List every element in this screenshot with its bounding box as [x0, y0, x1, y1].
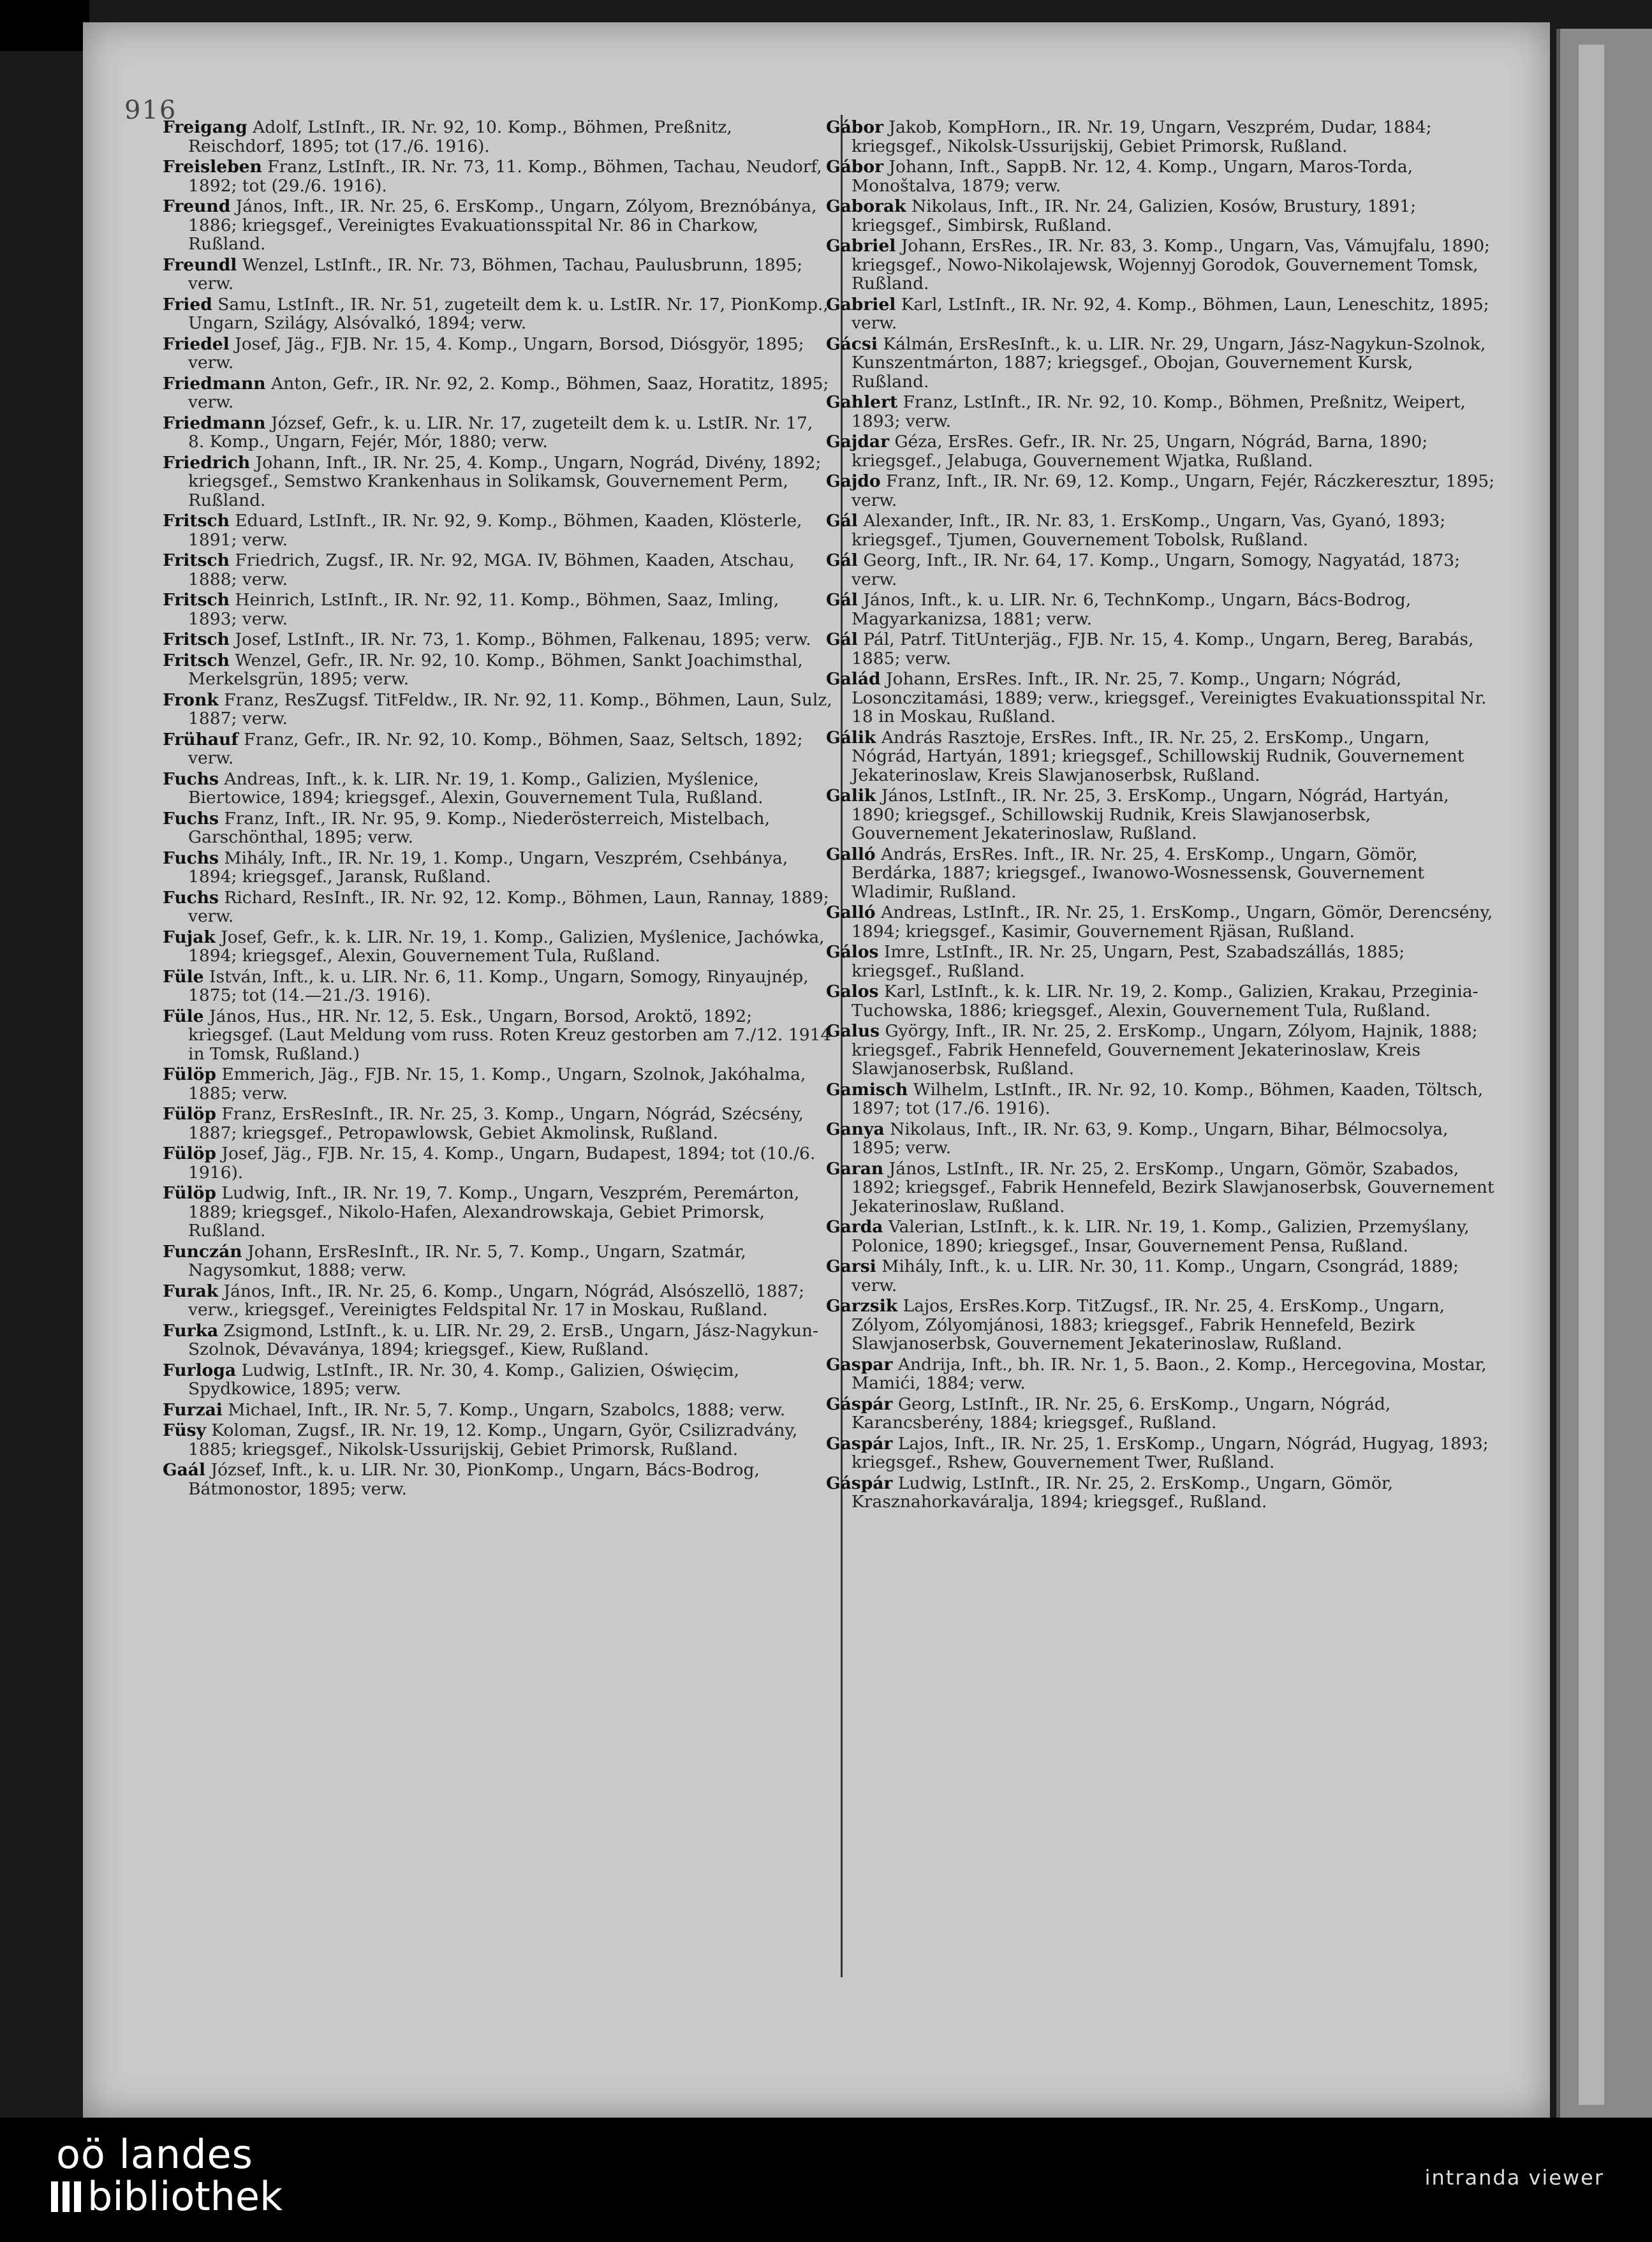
register-entry	[826, 982, 1496, 1020]
entry-surname: Frühauf	[163, 729, 239, 749]
register-entry	[163, 1007, 832, 1064]
left-column	[163, 118, 832, 1500]
entry-details: József, Gefr., k. u. LIR. Nr. 17, zugeteilt dem k. u. LstIR. Nr. 17, 8. Komp., Ungarn, Fejér, Mór, 1880; verw.	[188, 413, 813, 452]
entry-details: Franz, ResZugsf. TitFeldw., IR. Nr. 92, 11. Komp., Böhmen, Laun, Sulz, 1887; verw.	[188, 690, 832, 728]
register-entry	[163, 374, 832, 412]
entry-details: Josef, Gefr., k. k. LIR. Nr. 19, 1. Komp., Galizien, Myślenice, Jachówka, 1894; kriegsgef., Alexin, Gouvernement Tula, Rußland.	[188, 927, 825, 966]
entry-surname: Garzsik	[826, 1296, 898, 1316]
entry-surname: Fried	[163, 294, 212, 314]
entry-surname: Furloga	[163, 1360, 237, 1380]
entry-surname: Füle	[163, 1006, 204, 1026]
entry-details: Andrija, Inft., bh. IR. Nr. 1, 5. Baon., 2. Komp., Hercegovina, Mostar, Mamići, 1884; verw.	[852, 1354, 1487, 1393]
entry-surname: Galád	[826, 669, 881, 689]
entry-details: Valerian, LstInft., k. k. LIR. Nr. 19, 1. Komp., Galizien, Przemyślany, Polonice, 1890; kriegsgef., Insar, Gouvernement Pensa, Rußland.	[852, 1217, 1470, 1256]
entry-details: Josef, Jäg., FJB. Nr. 15, 4. Komp., Ungarn, Borsod, Diósgyör, 1895; verw.	[188, 334, 804, 372]
entry-surname: Friedel	[163, 334, 230, 354]
right-column	[826, 118, 1496, 1514]
register-entry	[163, 1322, 832, 1359]
entry-surname: Ganya	[826, 1119, 885, 1139]
register-entry	[163, 551, 832, 589]
entry-details: Johann, Inft., IR. Nr. 25, 4. Komp., Ungarn, Nográd, Divény, 1892; kriegsgef., Semstwo Krankenhaus in Solikamsk, Gouvernement Perm, Rußland.	[188, 452, 822, 510]
register-entry	[826, 1395, 1496, 1433]
entry-surname: Gáspár	[826, 1394, 893, 1414]
entry-details: Jakob, KompHorn., IR. Nr. 19, Ungarn, Veszprém, Dudar, 1884; kriegsgef., Nikolsk-Ussurijskij, Gebiet Primorsk, Rußland.	[852, 117, 1432, 156]
entry-surname: Gamisch	[826, 1079, 908, 1100]
entry-details: József, Inft., k. u. LIR. Nr. 30, PionKomp., Ungarn, Bács-Bodrog, Bátmonostor, 1895; verw.	[188, 1460, 760, 1499]
register-entry	[163, 1461, 832, 1498]
register-entry	[826, 1297, 1496, 1353]
entry-details: Johann, ErsRes., IR. Nr. 83, 3. Komp., Ungarn, Vas, Vámujfalu, 1890; kriegsgef., Nowo-Nikolajewsk, Wojennyj Gorodok, Gouvernement Tomsk, Rußland.	[852, 236, 1490, 293]
entry-details: Andreas, LstInft., IR. Nr. 25, 1. ErsKomp., Ungarn, Gömör, Derencsény, 1894; kriegsgef., Kasimir, Gouvernement Rjäsan, Rußland.	[852, 903, 1493, 941]
register-entry	[163, 809, 832, 847]
logo-text-line1: oö landes	[56, 2131, 253, 2178]
entry-surname: Gábor	[826, 157, 883, 177]
register-entry	[826, 295, 1496, 333]
entry-details: Zsigmond, LstInft., k. u. LIR. Nr. 29, 2. ErsB., Ungarn, Jász-Nagykun-Szolnok, Dévaványa, 1894; kriegsgef., Kiew, Rußland.	[188, 1320, 818, 1359]
register-entry	[826, 512, 1496, 549]
entry-details: János, LstInft., IR. Nr. 25, 3. ErsKomp., Ungarn, Nógrád, Hartyán, 1890; kriegsgef., Schillowskij Rudnik, Kreis Slawjanoserbsk, Gouvernement Jekaterinoslaw, Rußland.	[852, 786, 1449, 843]
entry-surname: Freisleben	[163, 157, 262, 177]
register-entry	[163, 1243, 832, 1280]
entry-details: Franz, Gefr., IR. Nr. 92, 10. Komp., Böhmen, Saaz, Seltsch, 1892; verw.	[188, 729, 803, 768]
entry-surname: Gáspár	[826, 1473, 893, 1493]
register-entry	[826, 630, 1496, 668]
entry-details: Mihály, Inft., k. u. LIR. Nr. 30, 11. Komp., Ungarn, Csongrád, 1889; verw.	[852, 1257, 1459, 1295]
entry-surname: Gál	[826, 590, 858, 610]
entry-surname: Fuchs	[163, 808, 219, 829]
entry-details: Georg, LstInft., IR. Nr. 25, 6. ErsKomp., Ungarn, Nógrád, Karancsberény, 1884; kriegsgef., Rußland.	[852, 1394, 1391, 1433]
entry-details: Franz, LstInft., IR. Nr. 73, 11. Komp., Böhmen, Tachau, Neudorf, 1892; tot (29./6. 1916).	[188, 157, 822, 196]
entry-surname: Freundl	[163, 254, 237, 275]
register-entry	[163, 691, 832, 728]
logo-text-line2-wrap	[51, 2173, 283, 2220]
register-entry	[163, 118, 832, 156]
entry-surname: Furak	[163, 1281, 219, 1301]
entry-surname: Füle	[163, 966, 204, 987]
entry-details: Samu, LstInft., IR. Nr. 51, zugeteilt dem k. u. LstIR. Nr. 17, PionKomp., Ungarn, Szilágy, Alsóvalkó, 1894; verw.	[188, 294, 829, 333]
entry-details: Franz, LstInft., IR. Nr. 92, 10. Komp., Böhmen, Preßnitz, Weipert, 1893; verw.	[852, 392, 1466, 431]
register-entry	[163, 512, 832, 549]
register-entry	[163, 1065, 832, 1103]
entry-details: Josef, LstInft., IR. Nr. 73, 1. Komp., Böhmen, Falkenau, 1895; verw.	[235, 630, 811, 649]
entry-surname: Gajdo	[826, 471, 881, 491]
entry-details: Johann, ErsResInft., IR. Nr. 5, 7. Komp., Ungarn, Szatmár, Nagysomkut, 1888; verw.	[188, 1241, 746, 1280]
entry-details: Lajos, ErsRes.Korp. TitZugsf., IR. Nr. 25, 4. ErsKomp., Ungarn, Zólyom, Zólyomjánosi, 1883; kriegsgef., Fabrik Hennefeld, Bezirk Slawjanoserbsk, Gouvernement Jekaterinoslaw, Rußland.	[852, 1296, 1445, 1353]
register-entry	[826, 1160, 1496, 1216]
register-entry	[826, 1355, 1496, 1393]
register-entry	[826, 197, 1496, 235]
entry-surname: Gajdar	[826, 432, 890, 452]
register-entry	[826, 551, 1496, 589]
entry-details: Ludwig, LstInft., IR. Nr. 30, 4. Komp., Galizien, Oświęcim, Spydkowice, 1895; verw.	[188, 1360, 739, 1399]
entry-details: Wenzel, LstInft., IR. Nr. 73, Böhmen, Tachau, Paulusbrunn, 1895; verw.	[188, 254, 803, 293]
register-entry	[826, 1257, 1496, 1295]
entry-surname: Fujak	[163, 927, 216, 947]
logo-text-line2: bibliothek	[87, 2173, 283, 2220]
entry-details: András, ErsRes. Inft., IR. Nr. 25, 4. ErsKomp., Ungarn, Gömör, Berdárka, 1887; kriegsgef., Iwanowo-Wosnessensk, Gouvernement Wladimir, Rußland.	[852, 844, 1425, 902]
entry-surname: Galus	[826, 1021, 880, 1041]
entry-details: Wilhelm, LstInft., IR. Nr. 92, 10. Komp., Böhmen, Kaaden, Töltsch, 1897; tot (17./6. 1916).	[852, 1079, 1484, 1118]
entry-details: Wenzel, Gefr., IR. Nr. 92, 10. Komp., Böhmen, Sankt Joachimsthal, Merkelsgrün, 1895; verw.	[188, 650, 803, 689]
entry-details: János, Inft., IR. Nr. 25, 6. Komp., Ungarn, Nógrád, Alsószellö, 1887; verw., kriegsgef., Vereinigtes Feldspital Nr. 17 in Moskau, Rußland.	[188, 1281, 805, 1320]
register-entry	[826, 1474, 1496, 1512]
entry-surname: Freund	[163, 196, 231, 216]
register-entry	[163, 730, 832, 768]
register-entry	[163, 849, 832, 887]
viewer-brand-label: intranda viewer	[1424, 2165, 1604, 2190]
register-entry	[826, 670, 1496, 726]
entry-surname: Friedmann	[163, 373, 266, 394]
entry-details: Franz, Inft., IR. Nr. 69, 12. Komp., Ungarn, Fejér, Ráczkeresztur, 1895; verw.	[852, 471, 1495, 510]
register-entry	[163, 454, 832, 510]
register-entry	[826, 591, 1496, 628]
entry-surname: Gaál	[163, 1460, 206, 1480]
entry-surname: Gaborak	[826, 196, 906, 216]
entry-details: Ludwig, LstInft., IR. Nr. 25, 2. ErsKomp., Ungarn, Gömör, Krasznahorkaváralja, 1894; kriegsgef., Rußland.	[852, 1473, 1394, 1512]
entry-surname: Gálik	[826, 727, 876, 748]
register-entry	[163, 651, 832, 689]
entry-details: Johann, ErsRes. Inft., IR. Nr. 25, 7. Komp., Ungarn; Nógrád, Losonczitamási, 1889; verw., kriegsgef., Vereinigtes Evakuationsspital Nr. 18 in Moskau, Rußland.	[852, 669, 1487, 726]
entry-details: Johann, Inft., SappB. Nr. 12, 4. Komp., Ungarn, Maros-Torda, Monoštalva, 1879; verw.	[852, 157, 1413, 196]
entry-details: Emmerich, Jäg., FJB. Nr. 15, 1. Komp., Ungarn, Szolnok, Jakóhalma, 1885; verw.	[188, 1065, 806, 1103]
entry-surname: Fritsch	[163, 511, 230, 531]
register-entry	[826, 943, 1496, 980]
entry-surname: Gál	[826, 630, 858, 649]
entry-details: Imre, LstInft., IR. Nr. 25, Ungarn, Pest, Szabadszállás, 1885; kriegsgef., Rußland.	[852, 942, 1405, 981]
register-entry	[826, 786, 1496, 843]
entry-details: Lajos, Inft., IR. Nr. 25, 1. ErsKomp., Ungarn, Nógrád, Hugyag, 1893; kriegsgef., Rshew, Gouvernement Twer, Rußland.	[852, 1433, 1489, 1472]
entry-details: Nikolaus, Inft., IR. Nr. 63, 9. Komp., Ungarn, Bihar, Bélmocsolya, 1895; verw.	[852, 1119, 1449, 1158]
entry-surname: Fuchs	[163, 887, 219, 908]
register-entry	[163, 256, 832, 293]
register-entry	[826, 472, 1496, 510]
entry-surname: Fülöp	[163, 1144, 216, 1163]
entry-surname: Gál	[826, 511, 858, 531]
register-entry	[826, 903, 1496, 941]
entry-surname: Gál	[826, 550, 858, 570]
entry-details: Pál, Patrf. TitUnterjäg., FJB. Nr. 15, 4. Komp., Ungarn, Bereg, Barabás, 1885; verw.	[852, 630, 1474, 668]
register-entry	[163, 1144, 832, 1182]
register-entry	[163, 1184, 832, 1241]
entry-surname: Galló	[826, 844, 876, 864]
entry-details: András Rasztoje, ErsRes. Inft., IR. Nr. 25, 2. ErsKomp., Ungarn, Nógrád, Hartyán, 1891; kriegsgef., Schillowskij Rudnik, Gouvernement Jekaterinoslaw, Kreis Slawjanoserbsk, Rußland.	[852, 727, 1464, 785]
entry-details: Karl, LstInft., IR. Nr. 92, 4. Komp., Böhmen, Laun, Leneschitz, 1895; verw.	[852, 294, 1489, 333]
entry-details: Michael, Inft., IR. Nr. 5, 7. Komp., Ungarn, Szabolcs, 1888; verw.	[228, 1399, 786, 1420]
entry-details: István, Inft., k. u. LIR. Nr. 6, 11. Komp., Ungarn, Somogy, Rinyaujnép, 1875; tot (14.—21./3. 1916).	[188, 966, 809, 1005]
entry-details: Heinrich, LstInft., IR. Nr. 92, 11. Komp., Böhmen, Saaz, Imling, 1893; verw.	[188, 590, 779, 629]
entry-details: Nikolaus, Inft., IR. Nr. 24, Galizien, Kosów, Brustury, 1891; kriegsgef., Simbirsk, Rußland.	[852, 196, 1417, 235]
entry-details: János, Inft., k. u. LIR. Nr. 6, TechnKomp., Ungarn, Bács-Bodrog, Magyarkanizsa, 1881; verw.	[852, 590, 1412, 629]
entry-details: Georg, Inft., IR. Nr. 64, 17. Komp., Ungarn, Somogy, Nagyatád, 1873; verw.	[852, 550, 1461, 589]
entry-surname: Fülöp	[163, 1065, 216, 1084]
entry-surname: Gabriel	[826, 236, 896, 256]
entry-details: Koloman, Zugsf., IR. Nr. 19, 12. Komp., Ungarn, Györ, Csilizradvány, 1885; kriegsgef., Nikolsk-Ussurijskij, Gebiet Primorsk, Rußland.	[188, 1420, 798, 1459]
entry-surname: Fritsch	[163, 650, 230, 670]
entry-surname: Garsi	[826, 1257, 876, 1276]
register-entry	[163, 770, 832, 808]
register-entry	[826, 118, 1496, 156]
register-entry	[826, 728, 1496, 785]
entry-surname: Gácsi	[826, 334, 878, 354]
entry-details: Ludwig, Inft., IR. Nr. 19, 7. Komp., Ungarn, Veszprém, Peremárton, 1889; kriegsgef., Nikolo-Hafen, Alexandrowskaja, Gebiet Primorsk, Rußland.	[188, 1183, 800, 1241]
entry-surname: Gaspar	[826, 1354, 893, 1375]
entry-surname: Friedmann	[163, 413, 266, 433]
entry-details: Géza, ErsRes. Gefr., IR. Nr. 25, Ungarn, Nógrád, Barna, 1890; kriegsgef., Jelabuga, Gouvernement Wjatka, Rußland.	[852, 432, 1428, 471]
entry-details: Mihály, Inft., IR. Nr. 19, 1. Komp., Ungarn, Veszprém, Csehbánya, 1894; kriegsgef., Jaransk, Rußland.	[188, 848, 788, 887]
entry-surname: Friedrich	[163, 452, 251, 473]
register-entry	[826, 1120, 1496, 1158]
register-entry	[826, 1218, 1496, 1255]
entry-surname: Gaspár	[826, 1433, 893, 1454]
entry-details: János, Hus., HR. Nr. 12, 5. Esk., Ungarn, Borsod, Aroktö, 1892; kriegsgef. (Laut Meldung vom russ. Roten Kreuz gestorben am 7./12. 1914 in Tomsk, Rußland.)	[188, 1006, 832, 1064]
entry-surname: Gábor	[826, 117, 883, 137]
logo-bars-icon	[51, 2181, 81, 2212]
entry-details: Kálmán, ErsResInft., k. u. LIR. Nr. 29, Ungarn, Jász-Nagykun-Szolnok, Kunszentmárton, 1887; kriegsgef., Obojan, Gouvernement Kursk, Rußland.	[852, 334, 1486, 392]
register-entry	[163, 1105, 832, 1142]
entry-surname: Galos	[826, 982, 879, 1001]
register-entry	[163, 591, 832, 628]
register-entry	[826, 845, 1496, 902]
entry-surname: Galik	[826, 786, 876, 806]
entry-surname: Galló	[826, 903, 876, 922]
entry-surname: Fuchs	[163, 769, 219, 789]
register-entry	[163, 197, 832, 254]
register-entry	[163, 295, 832, 333]
entry-details: Franz, Inft., IR. Nr. 95, 9. Komp., Niederösterreich, Mistelbach, Garschönthal, 1895; verw.	[188, 808, 771, 847]
register-entry	[163, 1421, 832, 1459]
entry-surname: Garda	[826, 1217, 883, 1237]
register-entry	[826, 432, 1496, 470]
register-entry	[826, 335, 1496, 392]
entry-surname: Gabriel	[826, 294, 896, 314]
register-entry	[163, 414, 832, 452]
register-entry	[826, 393, 1496, 431]
entry-details: Alexander, Inft., IR. Nr. 83, 1. ErsKomp., Ungarn, Vas, Gyanó, 1893; kriegsgef., Tjumen, Gouvernement Tobolsk, Rußland.	[852, 511, 1446, 550]
entry-details: Franz, ErsResInft., IR. Nr. 25, 3. Komp., Ungarn, Nógrád, Szécsény, 1887; kriegsgef., Petropawlowsk, Gebiet Akmolinsk, Rußland.	[188, 1104, 804, 1143]
register-entry	[163, 1361, 832, 1399]
entry-surname: Gahlert	[826, 392, 898, 412]
entry-details: György, Inft., IR. Nr. 25, 2. ErsKomp., Ungarn, Zólyom, Hajnik, 1888; kriegsgef., Fabrik Hennefeld, Gouvernement Jekaterinoslaw, Kreis Slawjanoserbsk, Rußland.	[852, 1021, 1478, 1079]
register-entry	[163, 158, 832, 195]
register-entry	[826, 237, 1496, 293]
entry-surname: Funczán	[163, 1241, 242, 1262]
entry-surname: Freigang	[163, 117, 247, 137]
scan-corner	[0, 0, 89, 51]
entry-surname: Furzai	[163, 1399, 223, 1420]
register-entry	[163, 889, 832, 926]
entry-surname: Furka	[163, 1320, 219, 1341]
entry-surname: Gálos	[826, 942, 879, 962]
entry-details: Adolf, LstInft., IR. Nr. 92, 10. Komp., Böhmen, Preßnitz, Reischdorf, 1895; tot (17./6. 1916).	[188, 117, 732, 156]
page-edge	[1556, 29, 1652, 2118]
entry-details: János, Inft., IR. Nr. 25, 6. ErsKomp., Ungarn, Zólyom, Breznóbánya, 1886; kriegsgef., Vereinigtes Evakuationsspital Nr. 86 in Charkow, Rußland.	[188, 196, 817, 254]
register-entry	[163, 928, 832, 966]
entry-surname: Füsy	[163, 1420, 206, 1440]
entry-surname: Fritsch	[163, 590, 230, 610]
entry-details: Friedrich, Zugsf., IR. Nr. 92, MGA. IV, Böhmen, Kaaden, Atschau, 1888; verw.	[188, 550, 795, 589]
register-entry	[163, 1401, 832, 1420]
entry-details: János, LstInft., IR. Nr. 25, 2. ErsKomp., Ungarn, Gömör, Szabados, 1892; kriegsgef., Fabrik Hennefeld, Bezirk Slawjanoserbsk, Gouvernement Jekaterinoslaw, Rußland.	[852, 1158, 1494, 1216]
entry-details: Andreas, Inft., k. k. LIR. Nr. 19, 1. Komp., Galizien, Myślenice, Biertowice, 1894; kriegsgef., Alexin, Gouvernement Tula, Rußland.	[188, 769, 763, 808]
register-entry	[826, 158, 1496, 195]
register-entry	[826, 1434, 1496, 1472]
entry-details: Eduard, LstInft., IR. Nr. 92, 9. Komp., Böhmen, Kaaden, Klösterle, 1891; verw.	[188, 511, 802, 550]
register-entry	[163, 1282, 832, 1320]
page-number: 916	[124, 96, 177, 125]
page-edge-fold	[1579, 45, 1604, 2105]
entry-surname: Fritsch	[163, 550, 230, 570]
entry-details: Anton, Gefr., IR. Nr. 92, 2. Komp., Böhmen, Saaz, Horatitz, 1895; verw.	[188, 373, 829, 412]
entry-surname: Fülöp	[163, 1104, 216, 1124]
library-logo[interactable]	[51, 2131, 283, 2220]
entry-surname: Fritsch	[163, 630, 230, 649]
entry-surname: Garan	[826, 1158, 884, 1179]
entry-surname: Fronk	[163, 690, 219, 710]
register-entry	[826, 1080, 1496, 1118]
register-entry	[163, 335, 832, 372]
entry-details: Josef, Jäg., FJB. Nr. 15, 4. Komp., Ungarn, Budapest, 1894; tot (10./6. 1916).	[188, 1144, 816, 1183]
entry-details: Richard, ResInft., IR. Nr. 92, 12. Komp., Böhmen, Laun, Rannay, 1889; verw.	[188, 887, 829, 926]
entry-details: Karl, LstInft., k. k. LIR. Nr. 19, 2. Komp., Galizien, Krakau, Przeginia-Tuchowska, 1886; kriegsgef., Alexin, Gouvernement Tula, Rußland.	[852, 982, 1479, 1021]
register-entry	[826, 1022, 1496, 1079]
entry-surname: Fuchs	[163, 848, 219, 868]
register-entry	[163, 968, 832, 1005]
register-entry	[163, 630, 832, 649]
entry-surname: Fülöp	[163, 1183, 216, 1203]
